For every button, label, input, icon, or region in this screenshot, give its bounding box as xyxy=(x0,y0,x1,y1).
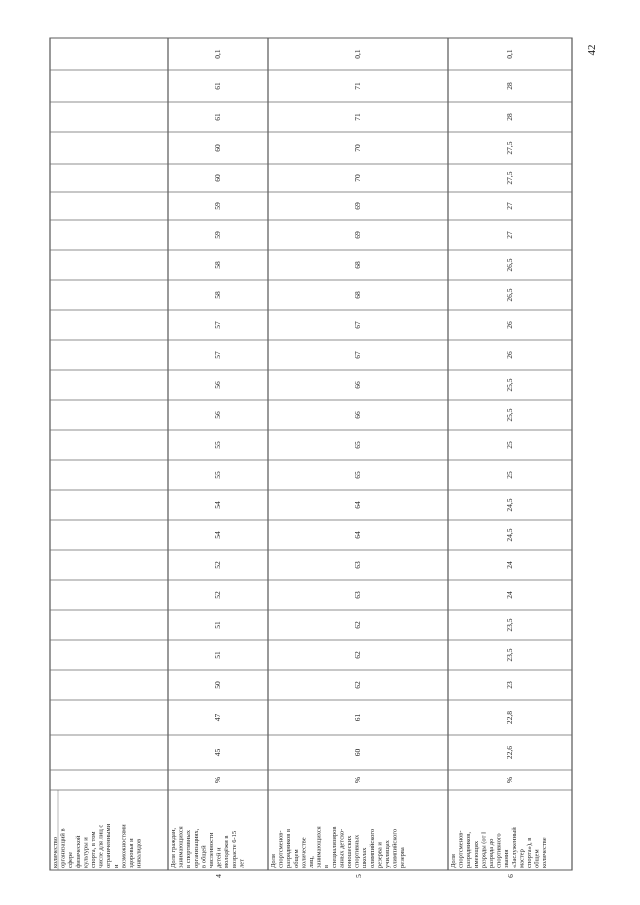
row-number: 6 xyxy=(506,874,515,878)
indicator-label-line: разрядников в xyxy=(285,828,293,868)
value-cell: 61 xyxy=(213,82,222,90)
indicator-label-line: Доля xyxy=(450,854,457,868)
value-cell: 56 xyxy=(213,381,222,389)
value-cell: 23 xyxy=(505,681,514,689)
indicator-label-line: возможностями xyxy=(120,824,128,868)
indicator-label-line: Доля xyxy=(270,854,277,868)
row-number: 4 xyxy=(214,874,223,878)
indicator-label-line: спортсменов- xyxy=(277,830,285,868)
indicator-label-line: числе для лиц с xyxy=(97,824,105,868)
indicator-label-line: звания xyxy=(503,849,511,868)
unit-cell: % xyxy=(213,776,222,784)
value-cell: 26,5 xyxy=(505,288,514,302)
indicator-label-line: олимпийского xyxy=(368,828,376,868)
value-cell: 24 xyxy=(505,561,514,569)
value-cell: 71 xyxy=(353,82,362,90)
value-cell: 27 xyxy=(505,231,514,239)
page-number: 42 xyxy=(586,44,598,56)
value-cell: 68 xyxy=(353,261,362,269)
value-cell: 62 xyxy=(353,651,362,659)
value-cell: 66 xyxy=(353,381,362,389)
value-cell: 65 xyxy=(353,471,362,479)
value-cell: 22,8 xyxy=(505,710,514,725)
indicator-label-line: школах xyxy=(361,847,369,868)
indicator-label-line: спортивных xyxy=(353,834,361,868)
indicator-label-line: анных детско- xyxy=(338,828,346,868)
indicator-label-line: занимающихся xyxy=(177,826,185,868)
value-cell: 27,5 xyxy=(505,171,514,185)
indicator-label-line: здоровья и xyxy=(128,838,135,868)
value-cell: 67 xyxy=(353,321,362,329)
value-cell: 0,1 xyxy=(213,49,222,59)
value-cell: 69 xyxy=(353,231,362,239)
value-cell: 58 xyxy=(213,261,222,269)
value-cell: 65 xyxy=(353,441,362,449)
value-cell: 54 xyxy=(213,501,222,509)
value-cell: 61 xyxy=(353,713,362,722)
indicator-label-line: детей и xyxy=(215,847,223,868)
indicator-label-line: культуры и xyxy=(82,837,90,868)
indicator-label-line: количестве xyxy=(541,837,549,868)
indicator-label-line: мастер xyxy=(518,849,526,868)
value-cell: 63 xyxy=(353,561,362,569)
value-cell: 52 xyxy=(213,561,222,569)
value-cell: 70 xyxy=(353,144,362,152)
value-cell: 28 xyxy=(505,113,514,121)
indicator-label-line: спорта, в том xyxy=(90,831,97,868)
indicator-label-line: резерва и xyxy=(376,842,384,868)
indicator-label-line: в спортивных xyxy=(185,830,193,868)
indicator-label-line: количестве xyxy=(300,837,308,868)
value-cell: 54 xyxy=(213,531,222,539)
value-cell: 62 xyxy=(353,621,362,629)
indicator-label-line: лиц, xyxy=(308,856,315,868)
unit-cell: % xyxy=(353,776,362,784)
value-cell: 28 xyxy=(505,82,514,90)
indicator-label-line: ограниченными xyxy=(105,823,113,868)
value-cell: 51 xyxy=(213,651,222,659)
indicator-label-line: имеющих xyxy=(472,840,480,868)
indicator-label-line: «Заслуженный xyxy=(510,827,518,868)
indicator-label-line: спортивного xyxy=(495,833,503,868)
value-cell: 63 xyxy=(353,591,362,599)
value-cell: 26,5 xyxy=(505,258,514,272)
row-number: 5 xyxy=(354,874,363,878)
value-cell: 64 xyxy=(353,501,362,509)
indicator-label-line: численности xyxy=(208,832,215,868)
value-cell: 55 xyxy=(213,441,222,449)
indicator-label-line: инвалидов xyxy=(135,838,143,868)
value-cell: 25,5 xyxy=(505,408,514,422)
value-cell: 24 xyxy=(505,591,514,599)
value-cell: 57 xyxy=(213,321,222,329)
value-cell: 25,5 xyxy=(505,378,514,392)
indicator-label-line: разрядников, xyxy=(465,832,473,868)
value-cell: 25 xyxy=(505,471,514,479)
value-cell: 56 xyxy=(213,411,222,419)
value-cell: 26 xyxy=(505,321,514,329)
value-cell: 25 xyxy=(505,441,514,449)
unit-cell: % xyxy=(505,776,514,784)
indicator-label-line: в общей xyxy=(200,845,208,868)
indicator-label-line: занимающихся xyxy=(315,826,323,868)
value-cell: 60 xyxy=(213,174,222,182)
indicator-label-line: количество xyxy=(52,836,59,868)
value-cell: 62 xyxy=(353,681,362,689)
value-cell: 67 xyxy=(353,351,362,359)
indicator-label-line: общем xyxy=(533,849,541,868)
value-cell: 0,1 xyxy=(353,49,362,59)
value-cell: 64 xyxy=(353,531,362,539)
value-cell: 23,5 xyxy=(505,648,514,662)
value-cell: 66 xyxy=(353,411,362,419)
indicator-label-line: сфере xyxy=(67,851,75,868)
value-cell: 61 xyxy=(213,113,222,121)
value-cell: 71 xyxy=(353,113,362,121)
indicator-label-line: олимпийского xyxy=(391,828,399,868)
indicator-label-line: и xyxy=(112,864,120,868)
indicator-label-line: разряды (от I xyxy=(480,831,488,868)
value-cell: 24,5 xyxy=(505,528,514,542)
value-cell: 45 xyxy=(213,748,222,757)
indicator-label-line: общем xyxy=(292,849,300,868)
indicator-label-line: в xyxy=(323,864,331,868)
indicator-label-line: резерва xyxy=(399,847,407,868)
value-cell: 26 xyxy=(505,351,514,359)
table-frame xyxy=(50,38,572,870)
indicator-label-line: училищах xyxy=(384,840,391,868)
indicator-label-line: спортсменов- xyxy=(457,830,465,868)
value-cell: 59 xyxy=(213,202,222,210)
value-cell: 24,5 xyxy=(505,498,514,512)
value-cell: 69 xyxy=(353,202,362,210)
indicator-label-line: спорта»), в xyxy=(526,837,533,868)
indicator-label-line: организаций в xyxy=(59,828,67,868)
value-cell: 59 xyxy=(213,231,222,239)
value-cell: 27 xyxy=(505,202,514,210)
value-cell: 51 xyxy=(213,621,222,629)
value-cell: 60 xyxy=(213,144,222,152)
value-cell: 22,6 xyxy=(505,745,514,760)
indicator-label-line: специализиров xyxy=(330,826,338,868)
value-cell: 50 xyxy=(213,681,222,689)
value-cell: 23,5 xyxy=(505,618,514,632)
value-cell: 68 xyxy=(353,291,362,299)
indicator-label-line: возрасте 6-15 xyxy=(230,830,238,868)
value-cell: 57 xyxy=(213,351,222,359)
value-cell: 52 xyxy=(213,591,222,599)
indicator-label-line: юношеских xyxy=(346,835,353,868)
indicator-label-line: Доля граждан, xyxy=(170,827,177,868)
value-cell: 47 xyxy=(213,713,222,722)
indicator-label-line: молодёжи в xyxy=(223,835,231,868)
value-cell: 55 xyxy=(213,471,222,479)
value-cell: 27,5 xyxy=(505,141,514,155)
indicator-label-line: лет xyxy=(238,859,246,868)
value-cell: 0,1 xyxy=(505,49,514,59)
indicator-label-line: разряда до xyxy=(488,838,495,868)
indicator-label-line: организациях, xyxy=(192,828,200,868)
value-cell: 58 xyxy=(213,291,222,299)
value-cell: 70 xyxy=(353,174,362,182)
value-cell: 60 xyxy=(353,748,362,757)
indicator-label-line: физической xyxy=(74,835,82,868)
